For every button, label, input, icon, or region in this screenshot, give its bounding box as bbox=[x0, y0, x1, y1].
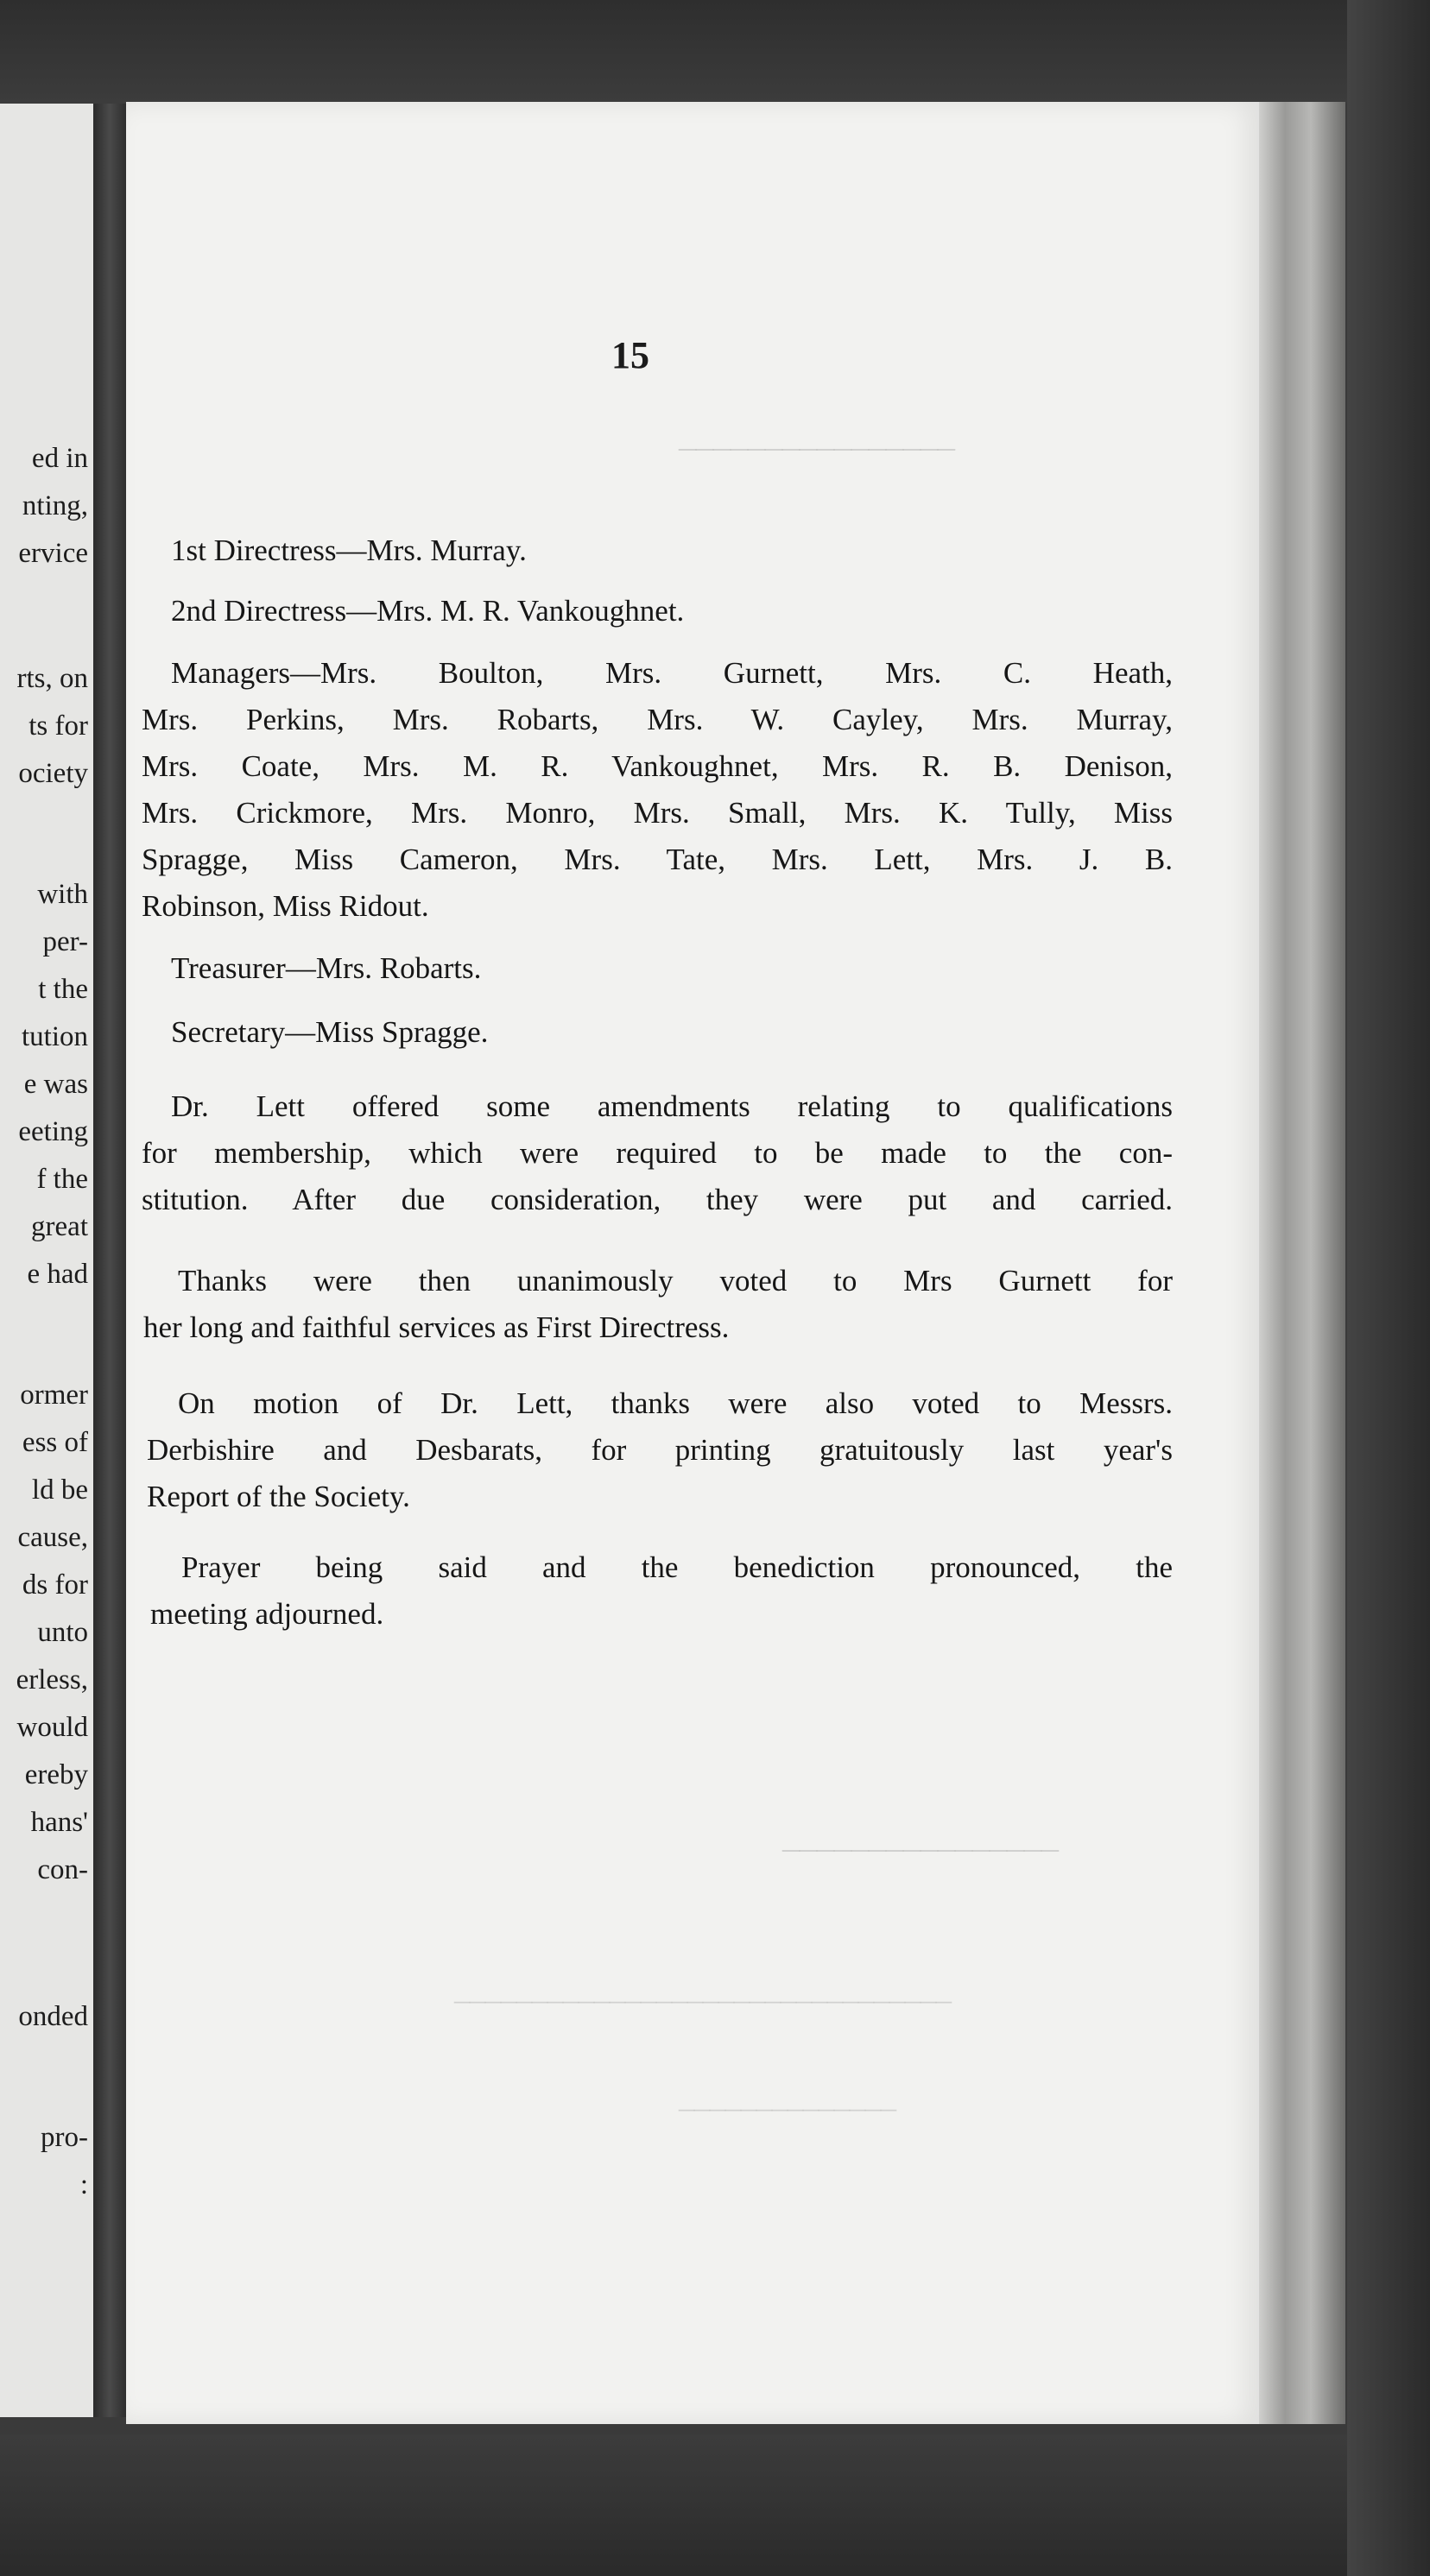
amendments-paragraph-line: for membership, which were required to be made to the con- bbox=[142, 1136, 1173, 1170]
left-page-fragment: t the bbox=[38, 974, 88, 1005]
left-page-fragment: great bbox=[31, 1211, 88, 1242]
left-page-fragment: unto bbox=[37, 1617, 88, 1648]
left-page-fragment: ld be bbox=[31, 1474, 88, 1506]
left-page-fragment: : bbox=[79, 2169, 88, 2200]
left-page-fragment: ed in bbox=[31, 443, 88, 474]
page-edge bbox=[1259, 102, 1345, 2424]
treasurer: Treasurer—Mrs. Robarts. bbox=[171, 951, 482, 985]
left-page-fragment: per- bbox=[42, 926, 88, 957]
left-page-fragment: ts for bbox=[28, 710, 88, 742]
thanks-gurnett-paragraph-line: her long and faithful services as First Directress. bbox=[143, 1310, 730, 1344]
thanks-printers-paragraph-line: On motion of Dr. Lett, thanks were also voted to Messrs. bbox=[178, 1386, 1173, 1420]
first-directress: 1st Directress—Mrs. Murray. bbox=[171, 534, 527, 567]
left-page-fragment: would bbox=[16, 1712, 88, 1743]
thanks-printers-paragraph-line: Derbishire and Desbarats, for printing gratuitously last year's bbox=[147, 1433, 1173, 1467]
left-page-fragment: f the bbox=[36, 1164, 88, 1195]
left-page-fragment: ess of bbox=[22, 1427, 88, 1458]
left-page-fragment: tution bbox=[21, 1021, 88, 1052]
amendments-paragraph-line: Dr. Lett offered some amendments relating to qualifications bbox=[171, 1089, 1173, 1123]
amendments-paragraph-line: stitution. After due consideration, they were put and carried. bbox=[142, 1183, 1173, 1216]
managers-line: Mrs. Crickmore, Mrs. Monro, Mrs. Small, Mrs. K. Tully, Miss bbox=[142, 796, 1173, 830]
left-page-fragment: ervice bbox=[18, 538, 88, 569]
managers-line: Managers—Mrs. Boulton, Mrs. Gurnett, Mrs. C. Heath, bbox=[171, 656, 1173, 690]
thanks-printers-paragraph-line: Report of the Society. bbox=[147, 1480, 410, 1513]
left-page-fragment: hans' bbox=[30, 1807, 88, 1838]
managers-line: Spragge, Miss Cameron, Mrs. Tate, Mrs. Lett, Mrs. J. B. bbox=[142, 843, 1173, 876]
thanks-gurnett-paragraph-line: Thanks were then unanimously voted to Mrs Gurnett for bbox=[178, 1264, 1173, 1297]
left-page-fragment: con- bbox=[37, 1854, 88, 1885]
left-page-fragment: ereby bbox=[24, 1759, 88, 1790]
left-page-fragment: rts, on bbox=[16, 663, 88, 694]
scanner-frame-bottom bbox=[0, 2434, 1430, 2576]
left-page-fragment: e had bbox=[27, 1259, 88, 1290]
left-page-fragment: ociety bbox=[18, 758, 88, 789]
left-page-fragment: onded bbox=[18, 2001, 88, 2032]
left-page-fragment: ds for bbox=[22, 1569, 88, 1601]
secretary: Secretary—Miss Spragge. bbox=[171, 1015, 489, 1049]
managers-line: Robinson, Miss Ridout. bbox=[142, 889, 429, 923]
left-page-fragment: e was bbox=[23, 1069, 88, 1100]
second-directress: 2nd Directress—Mrs. M. R. Vankoughnet. bbox=[171, 594, 685, 628]
left-page-fragment: erless, bbox=[16, 1664, 88, 1695]
managers-line: Mrs. Coate, Mrs. M. R. Vankoughnet, Mrs. R. B. Denison, bbox=[142, 749, 1173, 783]
page-number: 15 bbox=[611, 334, 649, 376]
left-page-fragment: ormer bbox=[20, 1380, 88, 1411]
left-page-fragment: pro- bbox=[41, 2122, 88, 2153]
closing-paragraph-line: meeting adjourned. bbox=[150, 1597, 384, 1631]
book-gutter bbox=[93, 104, 126, 2417]
left-facing-page bbox=[0, 104, 93, 2417]
closing-paragraph-line: Prayer being said and the benediction pronounced, the bbox=[181, 1550, 1173, 1584]
managers-line: Mrs. Perkins, Mrs. Robarts, Mrs. W. Cayley, Mrs. Murray, bbox=[142, 703, 1173, 736]
left-page-fragment: eeting bbox=[18, 1116, 88, 1147]
left-page-fragment: cause, bbox=[17, 1522, 88, 1553]
scanner-frame-top bbox=[0, 0, 1430, 104]
book-page: ________________ ________________ ________________________________ ______________ 15 1st Directress—Mrs. Murray. 2nd Directress—Mrs. M. R. Vankoughnet. Managers—Mrs. Boulton, Mrs. Gurnett, Mrs. C. Heath, Mrs. Perkins, Mrs. Robarts, Mrs. W. Cayley, Mrs. Murray, Mrs. Coate, Mrs. M. R. Vankoughnet, Mrs. R. B. Denison, Mrs. Crickmore, Mrs. Monro, Mrs. Small, Mrs. K. Tully, Miss Spragge, Miss Cameron, Mrs. Tate, Mrs. Lett, Mrs. J. B. Robinson, Miss Ridout. Treasurer—Mrs. Robarts. Secretary—Miss Spragge. Dr. Lett offered some amendments relating to qualifications for membership, which were required to be made to the con- stitution. After due consideration, they were put and carried. Thanks were then unanimously voted to Mrs Gurnett for her long and faithful services as First Directress. On motion of Dr. Lett, thanks were also voted to Messrs. Derbishire and Desbarats, for printing gratuitously last year's Report of the Society. Prayer being said and the benediction pronounced, the meeting adjourned. bbox=[126, 102, 1259, 2424]
left-page-fragment: with bbox=[37, 879, 88, 910]
scanner-frame-right bbox=[1347, 0, 1430, 2576]
left-page-fragment: nting, bbox=[22, 490, 88, 521]
